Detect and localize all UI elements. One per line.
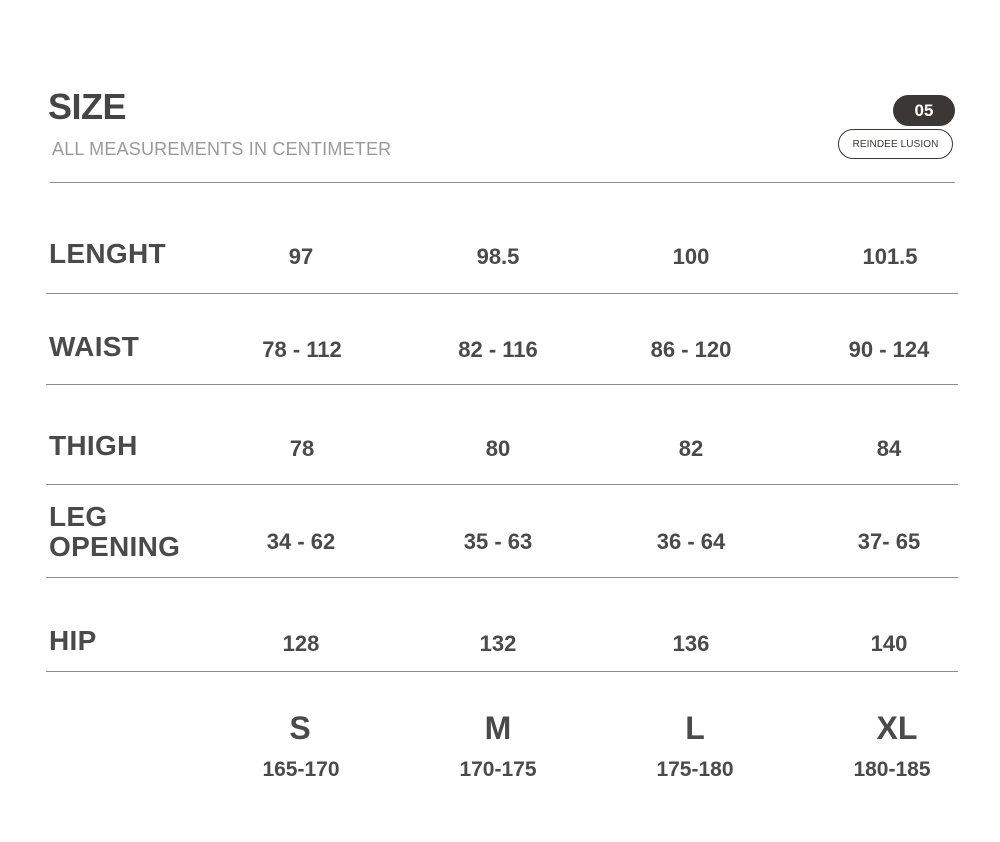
row-label-waist: WAIST xyxy=(49,331,140,362)
height-range-l: 175-180 xyxy=(656,758,734,781)
cell-waist-l: 86 - 120 xyxy=(650,337,732,362)
size-label-s: S xyxy=(289,710,311,746)
row-label-leg-opening-line1: LEG xyxy=(49,501,108,532)
cell-hip-l: 136 xyxy=(672,631,710,656)
row-divider xyxy=(46,671,958,672)
row-label-length: LENGHT xyxy=(49,238,166,269)
cell-leg-opening-l: 36 - 64 xyxy=(656,529,726,554)
cell-length-xl: 101.5 xyxy=(862,244,918,269)
row-divider xyxy=(46,384,958,385)
row-label-leg-opening-line2: OPENING xyxy=(49,531,181,562)
page-number-badge: 05 xyxy=(893,95,955,126)
cell-waist-s: 78 - 112 xyxy=(262,337,342,362)
cell-waist-xl: 90 - 124 xyxy=(848,337,930,362)
cell-length-l: 100 xyxy=(672,244,710,269)
header-divider xyxy=(50,182,955,183)
cell-thigh-xl: 84 xyxy=(876,436,902,461)
cell-hip-m: 132 xyxy=(479,631,517,656)
height-range-m: 170-175 xyxy=(459,758,537,781)
brand-label: REINDEE LUSION xyxy=(838,129,953,159)
row-divider xyxy=(46,293,958,294)
row-divider xyxy=(46,577,958,578)
height-range-s: 165-170 xyxy=(262,758,340,781)
cell-hip-xl: 140 xyxy=(870,631,908,656)
size-label-m: M xyxy=(484,710,512,746)
size-label-l: L xyxy=(685,710,705,746)
cell-leg-opening-s: 34 - 62 xyxy=(266,529,336,554)
page-subtitle: ALL MEASUREMENTS IN CENTIMETER xyxy=(52,139,392,159)
cell-leg-opening-xl: 37- 65 xyxy=(857,529,921,554)
row-divider xyxy=(46,484,958,485)
cell-thigh-l: 82 xyxy=(678,436,704,461)
size-label-xl: XL xyxy=(876,710,918,746)
height-range-xl: 180-185 xyxy=(853,758,931,781)
cell-waist-m: 82 - 116 xyxy=(458,337,538,362)
page-title: SIZE xyxy=(48,86,127,127)
cell-thigh-m: 80 xyxy=(485,436,511,461)
cell-hip-s: 128 xyxy=(282,631,320,656)
row-label-thigh: THIGH xyxy=(49,430,138,461)
cell-length-m: 98.5 xyxy=(476,244,520,269)
cell-leg-opening-m: 35 - 63 xyxy=(463,529,533,554)
cell-length-s: 97 xyxy=(288,244,314,269)
row-label-hip: HIP xyxy=(49,625,97,656)
cell-thigh-s: 78 xyxy=(289,436,315,461)
